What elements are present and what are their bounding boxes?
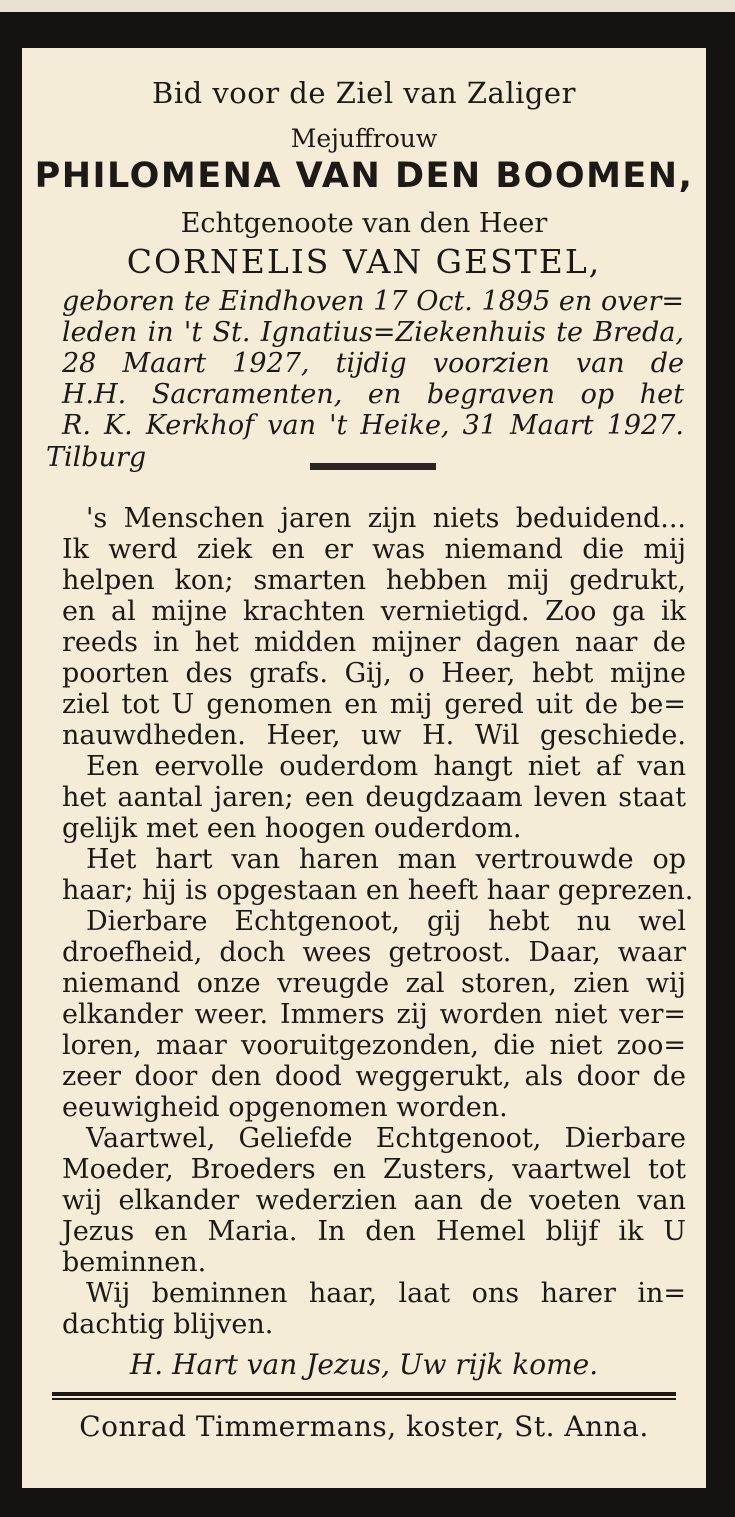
body-line: eeuwigheid opgenomen worden. [62,1092,508,1123]
details-line: R. K. Kerkhof van 't Heike, 31 Maart 1927. [62,410,684,441]
footer-rule [52,1392,676,1396]
body-line: wij elkander wederzien aan de voeten van [62,1185,686,1216]
card-paper [22,48,706,1488]
body-line: ziel tot U genomen en mij gered uit de be= [62,689,686,720]
details-line: leden in 't St. Ignatius=Ziekenhuis te Breda, [62,317,684,348]
details-line: 28 Maart 1927, tijdig voorzien van de [62,348,684,379]
body-line: beminnen. [62,1247,207,1278]
body-line: Ik werd ziek en er was niemand die mij [62,534,686,565]
deceased-name: PHILOMENA VAN DEN BOOMEN, [34,156,694,196]
body-line: dachtig blijven. [62,1309,274,1340]
body-line: haar; hij is opgestaan en heeft haar geprezen. [62,875,694,906]
body-line: nauwdheden. Heer, uw H. Wil geschiede. [62,720,686,751]
body-line: elkander weer. Immers zij worden niet ver= [62,999,686,1030]
body-line: reeds in het midden mijner dagen naar de [62,627,686,658]
footer-rule-thin [52,1398,676,1400]
prayer-heading: Bid voor de Ziel van Zaliger [152,76,576,110]
details-line: geboren te Eindhoven 17 Oct. 1895 en over= [62,286,684,317]
body-line: Moeder, Broeders en Zusters, vaartwel tot [62,1154,686,1185]
place-label: Tilburg [46,442,147,473]
body-line: gelijk met een hoogen ouderdom. [62,813,522,844]
body-line: loren, maar vooruitgezonden, die niet zoo= [62,1030,686,1061]
body-line: en al mijne krachten vernietigd. Zoo ga ik [62,596,686,627]
body-line: het aantal jaren; een deugdzaam leven staat [62,782,686,813]
ornament-divider [310,463,436,470]
body-line: Dierbare Echtgenoot, gij hebt nu wel [86,906,686,937]
details-line: H.H. Sacramenten, en begraven op het [62,379,684,410]
body-line: niemand onze vreugde zal storen, zien wij [62,968,686,999]
body-line: Jezus en Maria. In den Hemel blijf ik U [62,1216,686,1247]
spouse-name: CORNELIS VAN GESTEL, [126,242,602,281]
body-line: Vaartwel, Geliefde Echtgenoot, Dierbare [86,1123,686,1154]
body-line: poorten des grafs. Gij, o Heer, hebt mijne [62,658,686,689]
body-line: Het hart van haren man vertrouwde op [86,844,686,875]
body-line: zeer door den dood weggerukt, als door de [62,1061,686,1092]
body-line: helpen kon; smarten hebben mij gedrukt, [62,565,686,596]
body-line: 's Menschen jaren zijn niets beduidend... [86,503,686,534]
title-label: Mejuffrouw [290,124,438,153]
body-line: Wij beminnen haar, laat ons harer in= [86,1278,686,1309]
closing-prayer: H. Hart van Jezus, Uw rijk kome. [129,1348,599,1381]
body-line: droefheid, doch wees getroost. Daar, waar [62,937,686,968]
printer-credit: Conrad Timmermans, koster, St. Anna. [79,1410,649,1443]
spouse-label: Echtgenoote van den Heer [180,208,548,239]
body-line: Een eervolle ouderdom hangt niet af van [86,751,686,782]
